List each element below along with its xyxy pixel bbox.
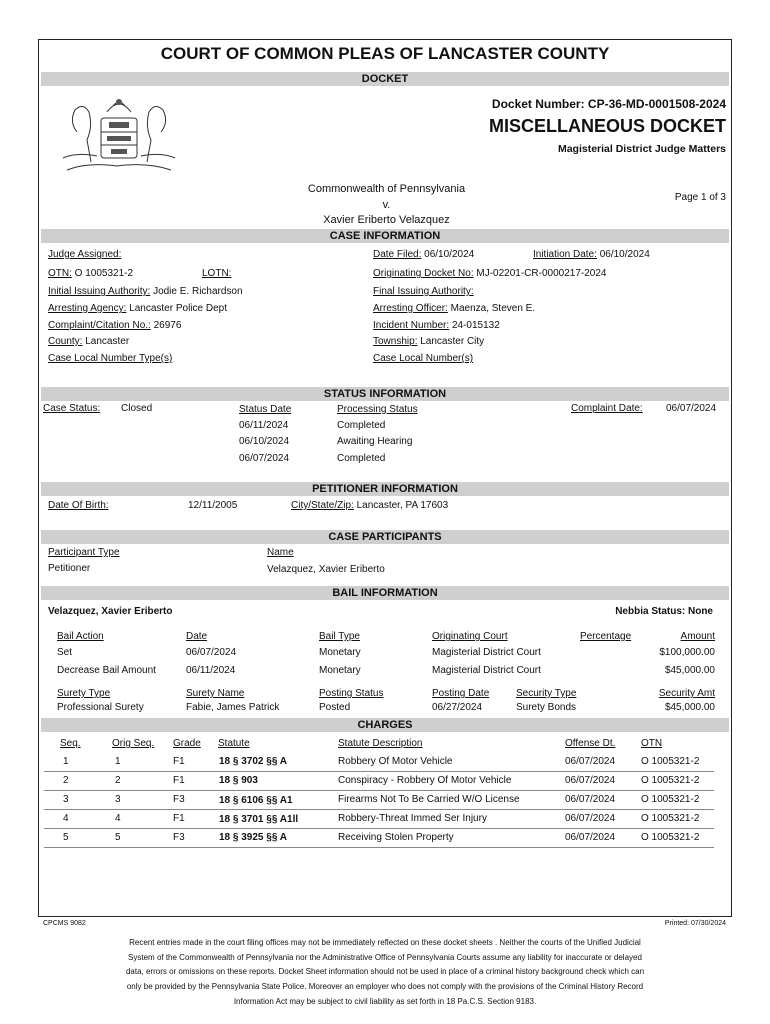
charges-header: Orig Seq.: [112, 738, 155, 749]
complaint-number: Complaint/Citation No.: 26976: [48, 320, 182, 331]
form-code: CPCMS 9082: [43, 920, 86, 927]
surety-header: Security Amt: [658, 688, 715, 699]
case-information-bar: CASE INFORMATION: [41, 229, 729, 243]
charge-statute: 18 § 903: [219, 775, 258, 786]
charge-cell: Receiving Stolen Property: [338, 832, 454, 843]
disclaimer-line: data, errors or omissions on these reports. Docket Sheet information should not be used in place of a criminal history background check which can: [125, 967, 645, 977]
charge-cell: O 1005321-2: [641, 813, 700, 824]
status-information-bar: STATUS INFORMATION: [41, 387, 729, 401]
date-filed: Date Filed: 06/10/2024: [373, 249, 475, 260]
case-status-value: Closed: [121, 403, 153, 414]
bail-header: Originating Court: [432, 631, 508, 642]
township-field: Township: Lancaster City: [373, 336, 485, 347]
docket-type: MISCELLANEOUS DOCKET: [488, 116, 726, 136]
arresting-agency: Arresting Agency: Lancaster Police Dept: [48, 303, 227, 314]
incident-number: Incident Number: 24-015132: [373, 320, 500, 331]
charge-cell: F3: [173, 794, 185, 805]
disclaimer-line: Recent entries made in the court filing offices may not be immediately reflected on these docket sheets . Neither the courts of the Unified Judicial: [129, 938, 641, 947]
surety-cell: Surety Bonds: [516, 702, 577, 713]
bail-person: Velazquez, Xavier Eriberto: [48, 606, 173, 617]
charge-statute: 18 § 3701 §§ A1ll: [219, 814, 299, 825]
charge-cell: Robbery Of Motor Vehicle: [338, 756, 453, 767]
disclaimer: [60, 936, 710, 1010]
participant-type-header: Participant Type: [48, 547, 120, 558]
charge-row-divider: [44, 771, 714, 772]
originating-docket: Originating Docket No: MJ-02201-CR-0000217-2024: [373, 268, 607, 279]
charge-cell: 06/07/2024: [565, 794, 616, 805]
nebbia-status: Nebbia Status: None: [615, 606, 713, 617]
county-field: County: Lancaster: [48, 336, 130, 347]
participant-name-header: Name: [267, 547, 294, 558]
charge-cell: 06/07/2024: [565, 775, 616, 786]
surety-header: Security Type: [516, 688, 577, 699]
surety-header: Posting Status: [319, 688, 384, 699]
versus-text: v.: [382, 198, 391, 211]
initiation-date: Initiation Date: 06/10/2024: [533, 249, 650, 260]
bail-header: Bail Type: [319, 631, 360, 642]
case-local-number-type-label: Case Local Number Type(s): [48, 353, 173, 364]
status-row: 06/10/2024: [239, 436, 290, 447]
charges-header: OTN: [641, 738, 663, 749]
bail-header: Date: [186, 631, 208, 642]
disclaimer-line: System of the Commonwealth of Pennsylvania nor the Administrative Office of Pennsylvania Courts assume any liability for inaccurate or delayed: [128, 952, 642, 962]
bail-cell: Magisterial District Court: [432, 665, 541, 676]
charge-cell: 1: [115, 756, 121, 767]
bail-cell: 06/07/2024: [186, 647, 237, 658]
bail-cell: $45,000.00: [664, 665, 715, 676]
case-caption: [269, 182, 504, 229]
bail-header: Bail Action: [57, 631, 104, 642]
petitioner-information-bar: PETITIONER INFORMATION: [41, 482, 729, 496]
participant-type: Petitioner: [48, 563, 91, 574]
charge-cell: O 1005321-2: [641, 756, 700, 767]
charges-header: Statute Description: [338, 738, 423, 749]
charge-cell: 4: [115, 813, 121, 824]
surety-header: Surety Name: [186, 688, 245, 699]
charge-row-divider: [44, 828, 714, 829]
charge-cell: 06/07/2024: [565, 813, 616, 824]
charge-statute: 18 § 3925 §§ A: [219, 832, 288, 843]
charges-bar: CHARGES: [41, 718, 729, 732]
status-row: 06/11/2024: [239, 420, 289, 431]
dob-value: 12/11/2005: [188, 500, 238, 511]
case-status: Case Status:: [43, 403, 101, 414]
case-local-numbers-label: Case Local Number(s): [373, 353, 474, 364]
charge-statute: 18 § 6106 §§ A1: [219, 795, 293, 806]
disclaimer-line: only be provided by the Pennsylvania State Police. Moreover an employer who does not comply with the provisions of the Criminal History Record: [126, 982, 644, 992]
charge-cell: 2: [63, 775, 69, 786]
charge-row-divider: [44, 847, 714, 848]
surety-header: Surety Type: [57, 688, 111, 699]
arresting-officer: Arresting Officer: Maenza, Steven E.: [373, 303, 536, 314]
pennsylvania-seal-logo: [57, 92, 181, 176]
charge-cell: O 1005321-2: [641, 794, 700, 805]
charge-row-divider: [44, 809, 714, 810]
status-row-status: Completed: [337, 453, 386, 464]
bail-cell: $100,000.00: [659, 647, 715, 658]
charge-cell: 3: [63, 794, 69, 805]
charge-cell: O 1005321-2: [641, 832, 700, 843]
charges-header: Offense Dt.: [565, 738, 616, 749]
docket-subtype: Magisterial District Judge Matters: [557, 143, 726, 155]
final-issuing-authority: Final Issuing Authority:: [373, 286, 474, 297]
charge-cell: 2: [115, 775, 121, 786]
surety-cell: 06/27/2024: [432, 702, 483, 713]
docket-bar: DOCKET: [41, 72, 729, 86]
bail-cell: Monetary: [319, 647, 361, 658]
charge-cell: F1: [173, 813, 185, 824]
initial-issuing-authority: Initial Issuing Authority: Jodie E. Richardson: [48, 286, 243, 297]
bail-cell: Decrease Bail Amount: [57, 665, 156, 676]
charge-row-divider: [44, 790, 714, 791]
dob-label: Date Of Birth:: [48, 500, 109, 511]
charge-cell: 06/07/2024: [565, 832, 616, 843]
bail-cell: Set: [57, 647, 73, 658]
participant-name: Velazquez, Xavier Eriberto: [267, 564, 385, 575]
status-row-status: Completed: [337, 420, 386, 431]
charge-cell: Conspiracy - Robbery Of Motor Vehicle: [338, 775, 512, 786]
bail-header: Amount: [680, 631, 715, 642]
status-row-status: Awaiting Hearing: [337, 436, 413, 447]
processing-status-header: Processing Status: [337, 404, 418, 415]
bail-header: Percentage: [580, 631, 632, 642]
city-state-zip: City/State/Zip: Lancaster, PA 17603: [291, 500, 449, 511]
charge-cell: Robbery-Threat Immed Ser Injury: [338, 813, 487, 824]
charge-cell: F1: [173, 756, 185, 767]
page-number: Page 1 of 3: [674, 192, 726, 203]
charge-cell: 5: [115, 832, 121, 843]
charge-cell: Firearms Not To Be Carried W/O License: [338, 794, 520, 805]
plaintiff-name: Commonwealth of Pennsylvania: [307, 183, 466, 195]
complaint-date-value: 06/07/2024: [666, 403, 717, 414]
surety-cell: Professional Surety: [57, 702, 144, 713]
surety-cell: Fabie, James Patrick: [186, 702, 280, 713]
docket-number: Docket Number: CP-36-MD-0001508-2024: [491, 97, 726, 111]
charge-statute: 18 § 3702 §§ A: [219, 756, 288, 767]
status-date-header: Status Date: [239, 404, 292, 415]
charges-header: Statute: [218, 738, 250, 749]
defendant-name: Xavier Eriberto Velazquez: [323, 214, 450, 226]
court-title: COURT OF COMMON PLEAS OF LANCASTER COUNTY: [160, 44, 610, 63]
status-row: 06/07/2024: [239, 453, 290, 464]
surety-cell: $45,000.00: [664, 702, 715, 713]
surety-header: Posting Date: [432, 688, 490, 699]
charge-cell: F1: [173, 775, 185, 786]
charge-cell: 5: [63, 832, 69, 843]
surety-cell: Posted: [319, 702, 351, 713]
bail-cell: 06/11/2024: [186, 665, 236, 676]
charges-header: Seq.: [60, 738, 81, 749]
judge-label: Judge Assigned:: [48, 249, 122, 260]
charge-cell: O 1005321-2: [641, 775, 700, 786]
docket-page: [38, 39, 732, 917]
disclaimer-line: Information Act may be subject to civil liability as set forth in 18 Pa.C.S. Section 9183.: [233, 996, 537, 1006]
charge-cell: 06/07/2024: [565, 756, 616, 767]
charge-cell: F3: [173, 832, 185, 843]
printed-date: Printed: 07/30/2024: [664, 920, 726, 927]
charge-cell: 3: [115, 794, 121, 805]
case-participants-bar: CASE PARTICIPANTS: [41, 530, 729, 544]
charges-header: Grade: [173, 738, 201, 749]
charge-cell: 1: [63, 756, 69, 767]
bail-cell: Magisterial District Court: [432, 647, 541, 658]
lotn-label: LOTN:: [202, 268, 232, 279]
complaint-date-label: Complaint Date:: [571, 403, 643, 414]
bail-information-bar: BAIL INFORMATION: [41, 586, 729, 600]
charge-cell: 4: [63, 813, 69, 824]
otn-field: OTN: O 1005321-2: [48, 268, 134, 279]
bail-cell: Monetary: [319, 665, 361, 676]
